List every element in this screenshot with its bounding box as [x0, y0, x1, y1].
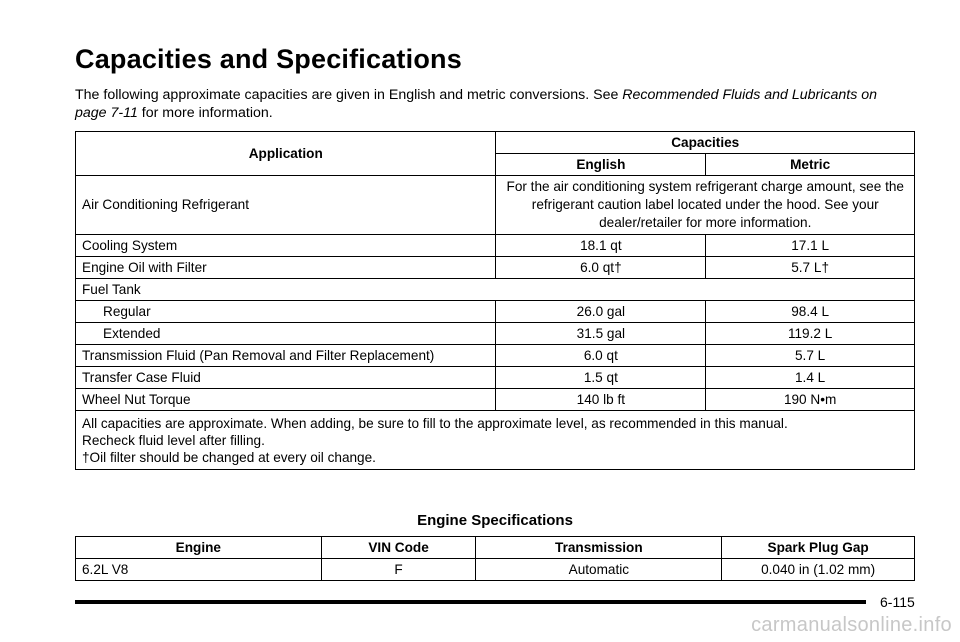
english-cell: 1.5 qt [496, 367, 706, 389]
english-cell: 31.5 gal [496, 323, 706, 345]
vin-code-cell: F [321, 559, 476, 581]
table-row [76, 367, 915, 389]
table-row [76, 257, 915, 279]
table-row [76, 176, 915, 235]
english-cell: 26.0 gal [496, 301, 706, 323]
table-row [76, 389, 915, 411]
intro-text: The following approximate capacities are given in English and metric conversions. See [75, 87, 623, 103]
footer-rule [75, 600, 866, 604]
page-title: Capacities and Specifications [75, 44, 462, 74]
footnote-line: All capacities are approximate. When adding, be sure to fill to the approximate level, as recommended in this manual. [82, 416, 788, 431]
application-cell: Transmission Fluid (Pan Removal and Filter Replacement) [76, 345, 496, 367]
metric-cell: 5.7 L [706, 345, 915, 367]
english-cell: 6.0 qt [496, 345, 706, 367]
header-capacities: Capacities [496, 132, 915, 154]
table-row [76, 301, 915, 323]
header-spark-plug-gap: Spark Plug Gap [722, 537, 915, 559]
capacities-table [75, 131, 915, 470]
application-cell: Engine Oil with Filter [76, 257, 496, 279]
spark-plug-gap-cell: 0.040 in (1.02 mm) [722, 559, 915, 581]
application-cell: Extended [76, 323, 496, 345]
header-metric: Metric [706, 154, 915, 176]
application-cell: Wheel Nut Torque [76, 389, 496, 411]
ac-note-cell: For the air conditioning system refrigerant charge amount, see the refrigerant caution label located under the hood. See your dealer/retailer for more information. [496, 176, 915, 235]
metric-cell: 119.2 L [706, 323, 915, 345]
metric-cell: 1.4 L [706, 367, 915, 389]
engine-specs-table [75, 536, 915, 581]
application-cell: Transfer Case Fluid [76, 367, 496, 389]
page-number: 6-115 [880, 594, 915, 610]
english-cell: 140 lb ft [496, 389, 706, 411]
table-row [76, 559, 915, 581]
table-row [76, 323, 915, 345]
english-cell: 6.0 qt† [496, 257, 706, 279]
intro-suffix: for more information. [137, 105, 273, 121]
table-row [76, 345, 915, 367]
footnote-line: Recheck fluid level after filling. [82, 433, 265, 448]
english-cell: 18.1 qt [496, 235, 706, 257]
header-english: English [496, 154, 706, 176]
table-row [76, 235, 915, 257]
metric-cell: 190 N•m [706, 389, 915, 411]
cross-reference-link[interactable]: Recommended Fluids and Lubricants on page 7-11 [75, 87, 878, 121]
fuel-tank-label: Fuel Tank [76, 279, 915, 301]
metric-cell: 17.1 L [706, 235, 915, 257]
header-vin-code: VIN Code [321, 537, 476, 559]
engine-cell: 6.2L V8 [76, 559, 322, 581]
metric-cell: 5.7 L† [706, 257, 915, 279]
application-cell: Cooling System [76, 235, 496, 257]
engine-specs-title: Engine Specifications [417, 512, 573, 529]
table-footnote [76, 411, 915, 470]
metric-cell: 98.4 L [706, 301, 915, 323]
header-application: Application [76, 132, 496, 176]
application-cell: Air Conditioning Refrigerant [76, 176, 496, 235]
header-engine: Engine [76, 537, 322, 559]
transmission-cell: Automatic [476, 559, 722, 581]
table-row [76, 279, 915, 301]
table-footnote-row [76, 411, 915, 470]
footnote-line: †Oil filter should be changed at every oil change. [82, 450, 376, 465]
watermark: carmanualsonline.info [751, 614, 952, 636]
intro-paragraph [75, 86, 905, 122]
header-transmission: Transmission [476, 537, 722, 559]
application-cell: Regular [76, 301, 496, 323]
